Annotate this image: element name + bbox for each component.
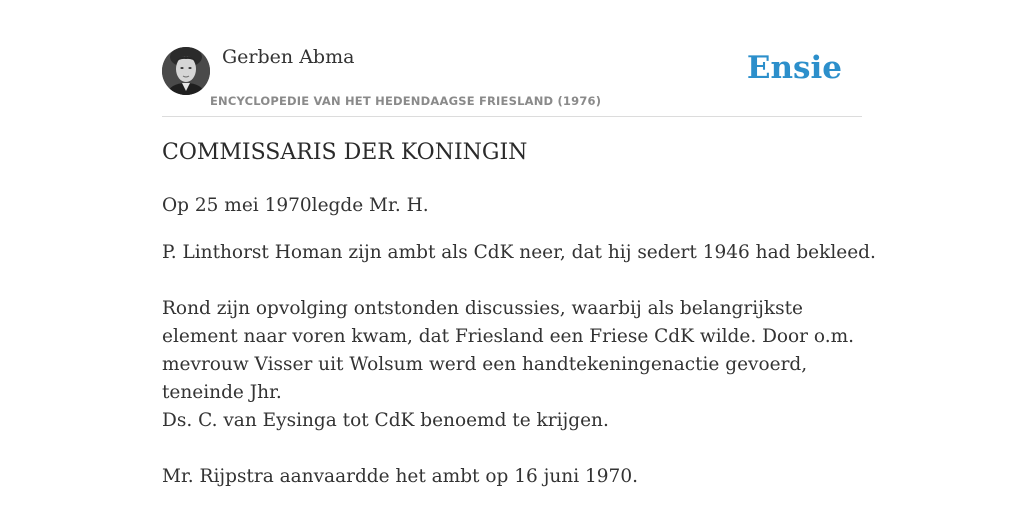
paragraph-1: Op 25 mei 1970legde Mr. H. <box>162 195 429 216</box>
page-title: COMMISSARIS DER KONINGIN <box>162 140 528 165</box>
author-photo-icon <box>162 47 210 95</box>
ensie-logo[interactable]: Ensie <box>746 50 842 86</box>
paragraph-2: P. Linthorst Homan zijn ambt als CdK neer, dat hij sedert 1946 had bekleed. <box>162 242 876 263</box>
paragraph-3: Rond zijn opvolging ontstonden discussies, waarbij als belangrijkste element naar voren kwam, dat Friesland een Friese CdK wilde. Door o.m. mevrouw Visser uit Wolsum werd een handtekeningenactie gevoerd, teneinde Jhr. <box>162 298 855 403</box>
paragraph-5: Mr. Rijpstra aanvaardde het ambt op 16 juni 1970. <box>162 466 638 487</box>
author-name[interactable]: Gerben Abma <box>222 46 355 68</box>
source-label[interactable]: ENCYCLOPEDIE VAN HET HEDENDAAGSE FRIESLAND (1976) <box>210 94 602 108</box>
article-header <box>162 44 862 117</box>
author-avatar[interactable] <box>162 47 210 95</box>
paragraph-4: Ds. C. van Eysinga tot CdK benoemd te krijgen. <box>162 410 609 431</box>
